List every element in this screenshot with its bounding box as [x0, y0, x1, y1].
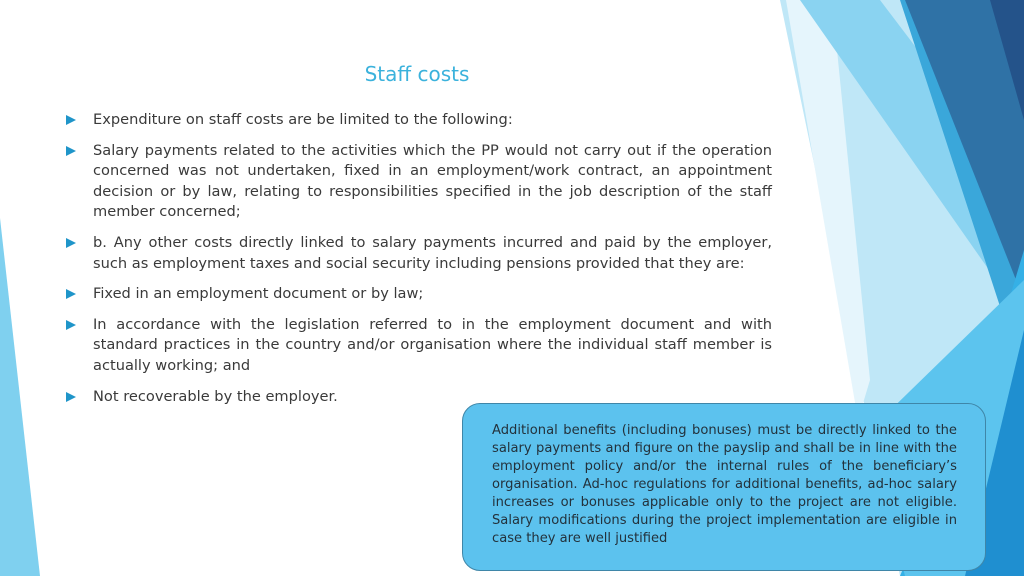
- bullet-arrow-icon: [66, 320, 76, 330]
- bullet-text: Fixed in an employment document or by law;: [93, 285, 424, 303]
- bullet-text: Not recoverable by the employer.: [93, 387, 338, 405]
- bullet-text: Expenditure on staff costs are be limited to the following:: [93, 111, 513, 128]
- bullet-arrow-icon: [66, 238, 76, 248]
- bullet-arrow-icon: [66, 146, 76, 156]
- bullet-item: [62, 141, 772, 223]
- slide-title: Staff costs: [364, 62, 470, 86]
- callout-text: Additional benefits (including bonuses) must be directly linked to the salary payments and figure on the payslip and shall be in line with the employment policy and/or the internal rules of the beneficiary’s organisation. Ad-hoc regulations for additional benefits, ad-hoc salary increases or bonuses applicable only to the project are not eligible. Salary modifications during the project implementation are eligible in case they are well justified: [492, 423, 957, 546]
- bullet-item: [62, 284, 772, 305]
- bullet-text: Salary payments related to the activities which the PP would not carry out if the operation concerned was not undertaken, fixed in an employment/work contract, an appointment decision or by law, relating to responsibilities specified in the job description of the staff member concerned;: [93, 141, 772, 221]
- bullet-arrow-icon: [66, 392, 76, 402]
- bullet-arrow-icon: [66, 289, 76, 299]
- bullet-text: b. Any other costs directly linked to salary payments incurred and paid by the employer, such as employment taxes and social security including pensions provided that they are:: [93, 233, 772, 272]
- bullet-text: In accordance with the legislation referred to in the employment document and with standard practices in the country and/or organisation where the individual staff member is actually working; and: [93, 315, 772, 374]
- callout-box: [462, 403, 986, 571]
- bullet-item: [62, 233, 772, 274]
- bullet-arrow-icon: [66, 115, 76, 125]
- bullet-item: [62, 315, 772, 377]
- bullet-list: [62, 110, 772, 417]
- bullet-item: [62, 110, 772, 131]
- left-facet-shape: [0, 218, 40, 576]
